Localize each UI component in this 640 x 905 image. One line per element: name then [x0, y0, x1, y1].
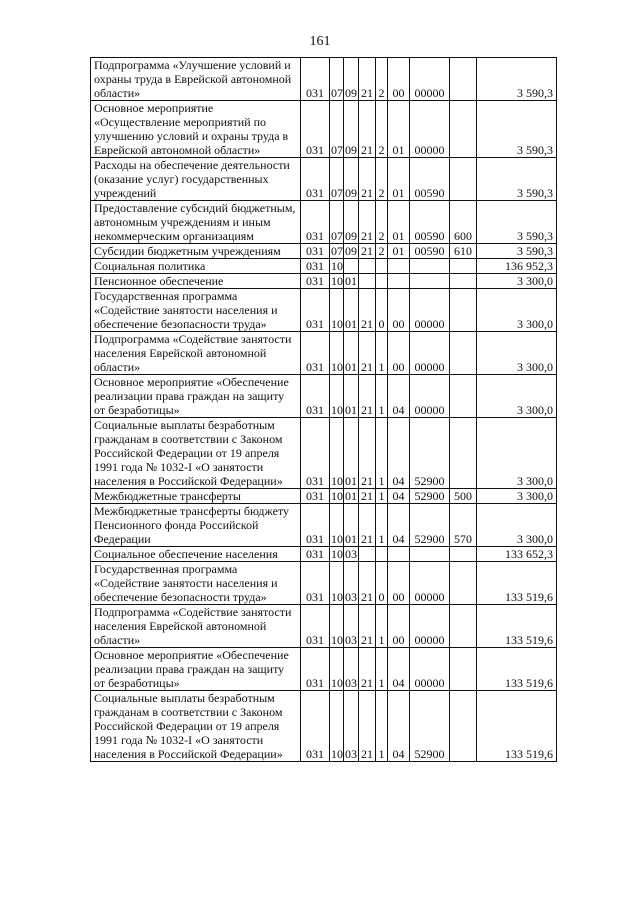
subsection-code-cell: 01 [345, 489, 357, 503]
target-code-event-cell: 01 [388, 201, 410, 244]
amount-cell: 3 590,3 [477, 101, 557, 158]
amount-cell: 3 300,0 [477, 504, 557, 547]
department-code-cell: 031 [301, 101, 330, 158]
expense-type-cell [450, 58, 477, 101]
row-name-cell: Социальное обеспечение населения [91, 547, 301, 562]
table-row [91, 58, 557, 101]
department-code-cell: 031 [301, 58, 330, 101]
amount-cell: 3 300,0 [477, 489, 557, 504]
section-code-cell: 10 [330, 418, 344, 489]
row-name-cell: Межбюджетные трансферты бюджету Пенсионного фонда Российской Федерации [91, 504, 301, 547]
section-code-cell: 10 [331, 547, 343, 561]
page-number: 161 [309, 34, 331, 49]
subsection-code-cell: 09 [344, 201, 359, 244]
target-code-program-cell: 21 [359, 375, 376, 418]
row-name-cell: Предоставление субсидий бюджетным, автономным учреждениям и иным некоммерческим организациям [91, 201, 301, 244]
target-code-event-cell: 04 [388, 648, 410, 691]
target-code-program-cell: 21 [359, 605, 376, 648]
target-code-direction-cell: 52900 [410, 418, 450, 489]
target-code-direction-cell [410, 547, 450, 562]
expense-type-cell [450, 691, 477, 762]
expense-type-cell: 600 [450, 201, 477, 244]
target-code-direction-cell: 52900 [410, 504, 450, 547]
target-code-program-cell: 21 [359, 58, 376, 101]
subsection-code-cell: 01 [344, 289, 359, 332]
target-code-subprogram-cell: 1 [376, 605, 388, 648]
department-code-cell: 031 [301, 547, 330, 562]
target-code-event-cell: 00 [388, 58, 410, 101]
subsection-code-cell: 01 [344, 418, 359, 489]
expense-type-cell [450, 562, 477, 605]
department-code-cell: 031 [301, 562, 330, 605]
target-code-event-cell [388, 259, 410, 274]
section-code-cell: 07 [331, 244, 343, 258]
target-code-program-cell: 21 [359, 201, 376, 244]
target-code-subprogram-cell [376, 274, 388, 289]
target-code-direction-cell: 52900 [410, 691, 450, 762]
amount-cell: 133 519,6 [477, 648, 557, 691]
expense-type-cell [450, 375, 477, 418]
section-code-cell: 10 [330, 375, 344, 418]
target-code-direction-cell: 00000 [410, 332, 450, 375]
target-code-direction-cell: 00000 [410, 605, 450, 648]
section-code-cell: 07 [330, 101, 344, 158]
amount-cell: 3 590,3 [477, 58, 557, 101]
target-code-direction-cell: 00000 [410, 58, 450, 101]
target-code-direction-cell [410, 259, 450, 274]
table-row [91, 489, 557, 504]
target-code-program-cell: 21 [359, 332, 376, 375]
target-code-program-cell: 21 [359, 504, 376, 547]
department-code-cell: 031 [301, 691, 330, 762]
target-code-subprogram-cell: 2 [376, 158, 388, 201]
expense-type-cell [450, 332, 477, 375]
expense-type-cell [450, 274, 477, 289]
target-code-program-cell: 21 [359, 418, 376, 489]
row-name-cell: Пенсионное обеспечение [91, 274, 301, 289]
target-code-subprogram-cell: 1 [376, 648, 388, 691]
target-code-program-cell [359, 547, 376, 562]
target-code-direction-cell: 00590 [410, 244, 450, 259]
section-code-cell: 10 [330, 648, 344, 691]
section-code-cell: 10 [330, 691, 344, 762]
target-code-event-cell: 01 [388, 158, 410, 201]
target-code-event-cell: 04 [388, 375, 410, 418]
expense-type-cell [450, 547, 477, 562]
row-name-cell: Расходы на обеспечение деятельности (оказание услуг) государственных учреждений [91, 158, 301, 201]
department-code-cell: 031 [301, 332, 330, 375]
target-code-subprogram-cell: 1 [376, 418, 388, 489]
subsection-code-cell: 09 [344, 158, 359, 201]
target-code-event-cell: 04 [388, 504, 410, 547]
table-row [91, 504, 557, 547]
target-code-program-cell: 21 [359, 691, 376, 762]
subsection-code-cell: 03 [345, 547, 357, 561]
target-code-subprogram-cell: 2 [376, 201, 388, 244]
subsection-code-cell: 03 [344, 562, 359, 605]
section-code-cell: 10 [330, 562, 344, 605]
target-code-subprogram-cell: 1 [376, 489, 388, 504]
department-code-cell: 031 [301, 605, 330, 648]
target-code-direction-cell: 00000 [410, 648, 450, 691]
target-code-event-cell: 00 [388, 289, 410, 332]
expense-type-cell [450, 289, 477, 332]
target-code-event-cell: 01 [388, 244, 410, 259]
department-code-cell: 031 [301, 648, 330, 691]
row-name-cell: Основное мероприятие «Осуществление мероприятий по улучшению условий и охраны труда в Еврейской автономной области» [91, 101, 301, 158]
table-row [91, 375, 557, 418]
subsection-code-cell [344, 259, 359, 274]
amount-cell: 3 300,0 [477, 332, 557, 375]
department-code-cell: 031 [301, 259, 330, 274]
target-code-event-cell [388, 547, 410, 562]
target-code-program-cell: 21 [359, 101, 376, 158]
table-body [91, 58, 557, 762]
expense-type-cell [450, 101, 477, 158]
section-code-cell: 10 [331, 259, 343, 273]
target-code-event-cell: 04 [388, 691, 410, 762]
target-code-subprogram-cell [376, 547, 388, 562]
expense-type-cell [450, 418, 477, 489]
department-code-cell: 031 [301, 158, 330, 201]
target-code-subprogram-cell: 1 [376, 332, 388, 375]
section-code-cell: 10 [330, 289, 344, 332]
row-name-cell: Межбюджетные трансферты [91, 489, 301, 504]
target-code-subprogram-cell: 0 [376, 562, 388, 605]
table-row [91, 691, 557, 762]
target-code-direction-cell: 00590 [410, 158, 450, 201]
department-code-cell: 031 [301, 418, 330, 489]
department-code-cell: 031 [301, 244, 330, 259]
subsection-code-cell: 01 [344, 504, 359, 547]
table-row [91, 289, 557, 332]
target-code-subprogram-cell: 2 [376, 244, 388, 259]
row-name-cell: Государственная программа «Содействие занятости населения и обеспечение безопасности труда» [91, 562, 301, 605]
target-code-subprogram-cell: 0 [376, 289, 388, 332]
target-code-subprogram-cell: 2 [376, 101, 388, 158]
section-code-cell: 07 [330, 201, 344, 244]
row-name-cell: Основное мероприятие «Обеспечение реализации права граждан на защиту от безработицы» [91, 648, 301, 691]
amount-cell: 3 300,0 [477, 375, 557, 418]
target-code-program-cell: 21 [359, 489, 376, 504]
amount-cell: 3 590,3 [477, 201, 557, 244]
section-code-cell: 07 [330, 58, 344, 101]
target-code-program-cell: 21 [359, 562, 376, 605]
subsection-code-cell: 03 [344, 605, 359, 648]
target-code-direction-cell: 52900 [410, 489, 450, 504]
target-code-direction-cell: 00000 [410, 375, 450, 418]
department-code-cell: 031 [301, 375, 330, 418]
target-code-subprogram-cell: 2 [376, 58, 388, 101]
table-row [91, 259, 557, 274]
target-code-direction-cell: 00590 [410, 201, 450, 244]
target-code-event-cell: 04 [388, 489, 410, 504]
target-code-program-cell: 21 [359, 648, 376, 691]
amount-cell: 3 590,3 [477, 244, 557, 259]
target-code-subprogram-cell: 1 [376, 504, 388, 547]
target-code-subprogram-cell: 1 [376, 375, 388, 418]
section-code-cell: 07 [330, 158, 344, 201]
section-code-cell: 10 [330, 332, 344, 375]
subsection-code-cell: 03 [344, 648, 359, 691]
expense-type-cell: 610 [450, 244, 477, 259]
department-code-cell: 031 [301, 201, 330, 244]
table-row [91, 158, 557, 201]
target-code-event-cell: 00 [388, 332, 410, 375]
row-name-cell: Социальная политика [91, 259, 301, 274]
table-row [91, 201, 557, 244]
table-row [91, 332, 557, 375]
amount-cell: 133 519,6 [477, 691, 557, 762]
table-row [91, 101, 557, 158]
row-name-cell: Подпрограмма «Содействие занятости населения Еврейской автономной области» [91, 332, 301, 375]
table-row [91, 605, 557, 648]
row-name-cell: Социальные выплаты безработным гражданам в соответствии с Законом Российской Федерации от 19 апреля 1991 года № 1032-I «О занятости населения в Российской Федерации» [91, 418, 301, 489]
row-name-cell: Субсидии бюджетным учреждениям [91, 244, 301, 259]
target-code-subprogram-cell: 1 [376, 691, 388, 762]
expense-type-cell [450, 158, 477, 201]
target-code-event-cell: 00 [388, 605, 410, 648]
table-row [91, 274, 557, 289]
row-name-cell: Подпрограмма «Улучшение условий и охраны труда в Еврейской автономной области» [91, 58, 301, 101]
amount-cell: 3 300,0 [477, 289, 557, 332]
amount-cell: 3 300,0 [477, 274, 557, 289]
table-row [91, 547, 557, 562]
section-code-cell: 10 [330, 504, 344, 547]
target-code-direction-cell [410, 274, 450, 289]
target-code-program-cell: 21 [359, 158, 376, 201]
amount-cell: 133 519,6 [477, 605, 557, 648]
department-code-cell: 031 [301, 289, 330, 332]
target-code-program-cell: 21 [359, 244, 376, 259]
row-name-cell: Государственная программа «Содействие занятости населения и обеспечение безопасности труда» [91, 289, 301, 332]
target-code-program-cell [359, 274, 376, 289]
row-name-cell: Основное мероприятие «Обеспечение реализации права граждан на защиту от безработицы» [91, 375, 301, 418]
department-code-cell: 031 [301, 489, 330, 504]
amount-cell: 133 652,3 [477, 547, 557, 562]
target-code-direction-cell: 00000 [410, 289, 450, 332]
table-row [91, 648, 557, 691]
table-row [91, 562, 557, 605]
target-code-direction-cell: 00000 [410, 101, 450, 158]
department-code-cell: 031 [301, 274, 330, 289]
amount-cell: 3 590,3 [477, 158, 557, 201]
section-code-cell: 10 [331, 489, 343, 503]
budget-table [90, 57, 557, 762]
expense-type-cell [450, 259, 477, 274]
target-code-program-cell [359, 259, 376, 274]
expense-type-cell [450, 605, 477, 648]
subsection-code-cell: 01 [344, 375, 359, 418]
table-row [91, 244, 557, 259]
amount-cell: 3 300,0 [477, 418, 557, 489]
subsection-code-cell: 03 [344, 691, 359, 762]
expense-type-cell [450, 648, 477, 691]
amount-cell: 133 519,6 [477, 562, 557, 605]
subsection-code-cell: 01 [345, 274, 357, 288]
target-code-event-cell: 04 [388, 418, 410, 489]
subsection-code-cell: 09 [344, 101, 359, 158]
target-code-event-cell: 00 [388, 562, 410, 605]
row-name-cell: Социальные выплаты безработным гражданам в соответствии с Законом Российской Федерации от 19 апреля 1991 года № 1032-I «О занятости населения в Российской Федерации» [91, 691, 301, 762]
subsection-code-cell: 09 [344, 58, 359, 101]
subsection-code-cell: 01 [344, 332, 359, 375]
target-code-event-cell: 01 [388, 101, 410, 158]
department-code-cell: 031 [301, 504, 330, 547]
expense-type-cell: 570 [450, 504, 477, 547]
row-name-cell: Подпрограмма «Содействие занятости населения Еврейской автономной области» [91, 605, 301, 648]
target-code-program-cell: 21 [359, 289, 376, 332]
table-row [91, 418, 557, 489]
section-code-cell: 10 [330, 605, 344, 648]
target-code-subprogram-cell [376, 259, 388, 274]
section-code-cell: 10 [331, 274, 343, 288]
amount-cell: 136 952,3 [477, 259, 557, 274]
target-code-event-cell [388, 274, 410, 289]
expense-type-cell: 500 [450, 489, 477, 504]
target-code-direction-cell: 00000 [410, 562, 450, 605]
subsection-code-cell: 09 [345, 244, 357, 258]
